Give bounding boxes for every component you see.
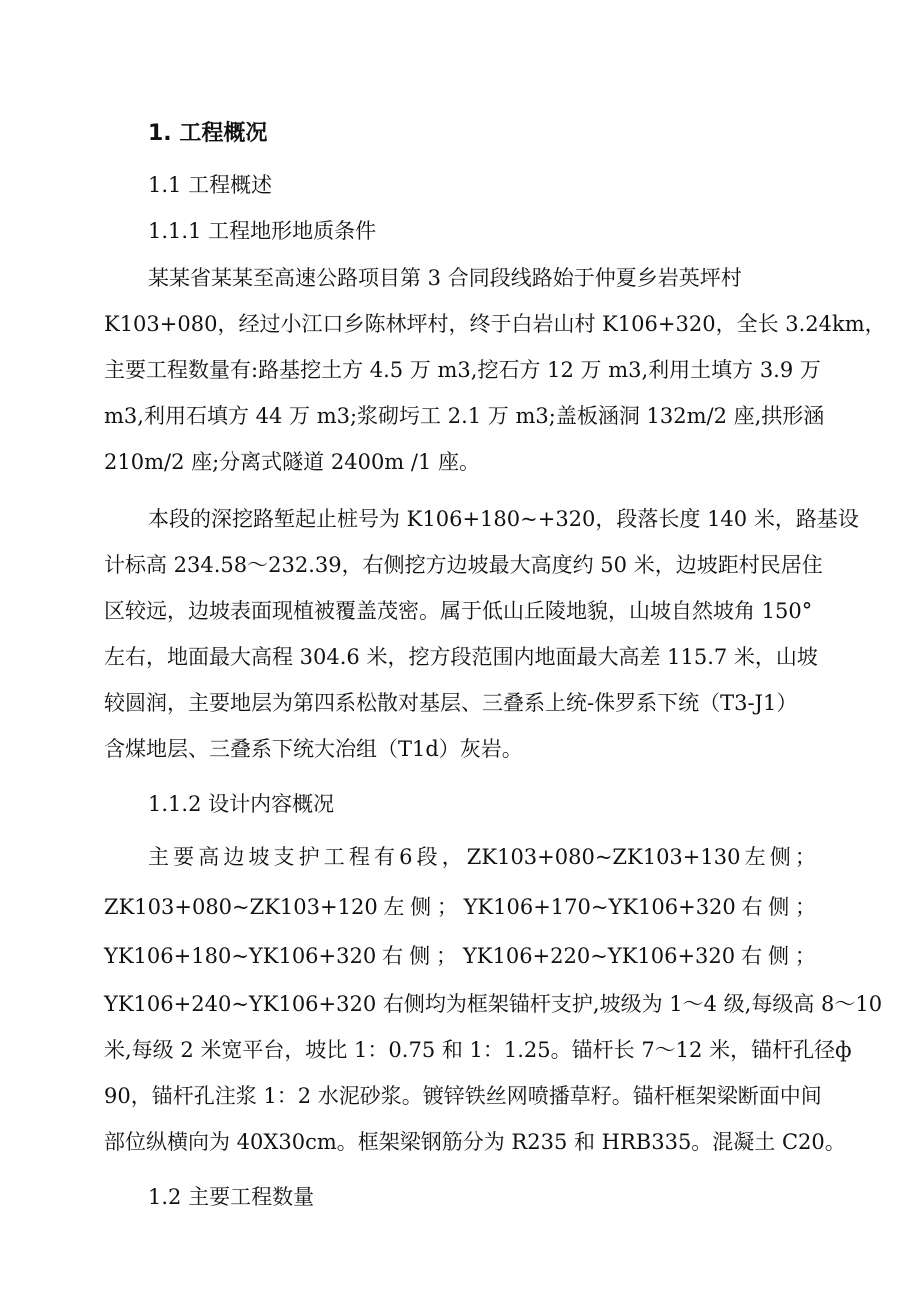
paragraph-line: 左右，地面最大高程 304.6 米，挖方段范围内地面最大高差 115.7 米，山坡 [104, 645, 818, 669]
paragraph-line: 某某省某某至高速公路项目第 3 合同段线路始于仲夏乡岩英坪村 [148, 266, 742, 290]
word: 坡 [248, 845, 270, 869]
word: ZK103+080~ZK103+130 [466, 845, 741, 869]
word: 高 [198, 845, 220, 869]
word: 左 [383, 895, 405, 919]
word: 右 [382, 944, 404, 968]
paragraph-line: 米,每级 2 米宽平台，坡比 1：0.75 和 1：1.25。锚杆长 7～12 米，锚杆孔径ф [104, 1038, 852, 1062]
paragraph-line: 含煤地层、三叠系下统大冶组（T1d）灰岩。 [104, 737, 523, 761]
paragraph-line: 区较远，边坡表面现植被覆盖茂密。属于低山丘陵地貌，山坡自然坡角 150° [104, 599, 813, 623]
word: ZK103+080~ZK103+120 [104, 895, 378, 919]
paragraph-line: 计标高 234.58～232.39，右侧挖方边坡最大高度约 50 米，边坡距村民居住 [104, 553, 823, 577]
justified-line-3 [104, 942, 816, 970]
word: YK106+180~YK106+320 [104, 944, 377, 968]
word: 主 [148, 845, 169, 869]
word: ， [441, 845, 463, 869]
word: 6 [399, 845, 413, 869]
paragraph-line: 本段的深挖路堑起止桩号为 K106+180~+320，段落长度 140 米，路基设 [148, 507, 859, 531]
word: 侧 [768, 895, 790, 919]
heading-1-2: 1.2 主要工程数量 [148, 1185, 315, 1209]
paragraph-line: 部位纵横向为 40X30cm。框架梁钢筋分为 R235 和 HRB335。混凝土 C20。 [104, 1130, 846, 1154]
word: 护 [298, 845, 320, 869]
paragraph-line: 210m/2 座;分离式隧道 2400m /1 座。 [104, 450, 480, 474]
word: 要 [173, 845, 195, 869]
word: ； [794, 845, 816, 869]
word: 有 [373, 845, 395, 869]
paragraph-line: K103+080，经过小江口乡陈林坪村，终于白岩山村 K106+320，全长 3.24km， [104, 312, 886, 336]
word: 侧 [769, 845, 791, 869]
word: 侧 [410, 895, 432, 919]
paragraph-line: 较圆润，主要地层为第四系松散对基层、三叠系上统-侏罗系下统（T3-J1） [104, 691, 798, 715]
heading-1-1: 1.1 工程概述 [148, 173, 273, 197]
word: 侧 [409, 944, 431, 968]
paragraph-line: 主要工程数量有:路基挖土方 4.5 万 m3,挖石方 12 万 m3,利用土填方 3.9 万 [104, 358, 821, 382]
word: ； [436, 944, 457, 968]
justified-line-1 [148, 843, 816, 871]
justified-line-2 [104, 893, 816, 921]
paragraph-line: 90，锚杆孔注浆 1：2 水泥砂浆。镀锌铁丝网喷播草籽。锚杆框架梁断面中间 [104, 1084, 822, 1108]
word: ； [794, 944, 816, 968]
heading-1-1-2: 1.1.2 设计内容概况 [148, 792, 335, 816]
paragraph-line: YK106+240~YK106+320 右侧均为框架锚杆支护,坡级为 1～4 级,每级高 8～10 [104, 992, 883, 1016]
word: 侧 [768, 944, 789, 968]
word: YK106+220~YK106+320 [462, 944, 736, 968]
word: YK106+170~YK106+320 [463, 895, 736, 919]
paragraph-line: m3,利用石填方 44 万 m3;浆砌圬工 2.1 万 m3;盖板涵洞 132m/2 座,拱形涵 [104, 404, 825, 428]
heading-1-1-1: 1.1.1 工程地形地质条件 [148, 219, 377, 243]
word: 右 [741, 944, 763, 968]
word: 右 [741, 895, 763, 919]
heading-1: 1. 工程概况 [148, 121, 268, 146]
word: 段 [416, 845, 438, 869]
word: 边 [223, 845, 245, 869]
word: 工 [323, 845, 345, 869]
word: 左 [744, 845, 766, 869]
word: 程 [348, 845, 370, 869]
word: 支 [273, 845, 295, 869]
word: ； [436, 895, 458, 919]
word: ； [794, 895, 816, 919]
